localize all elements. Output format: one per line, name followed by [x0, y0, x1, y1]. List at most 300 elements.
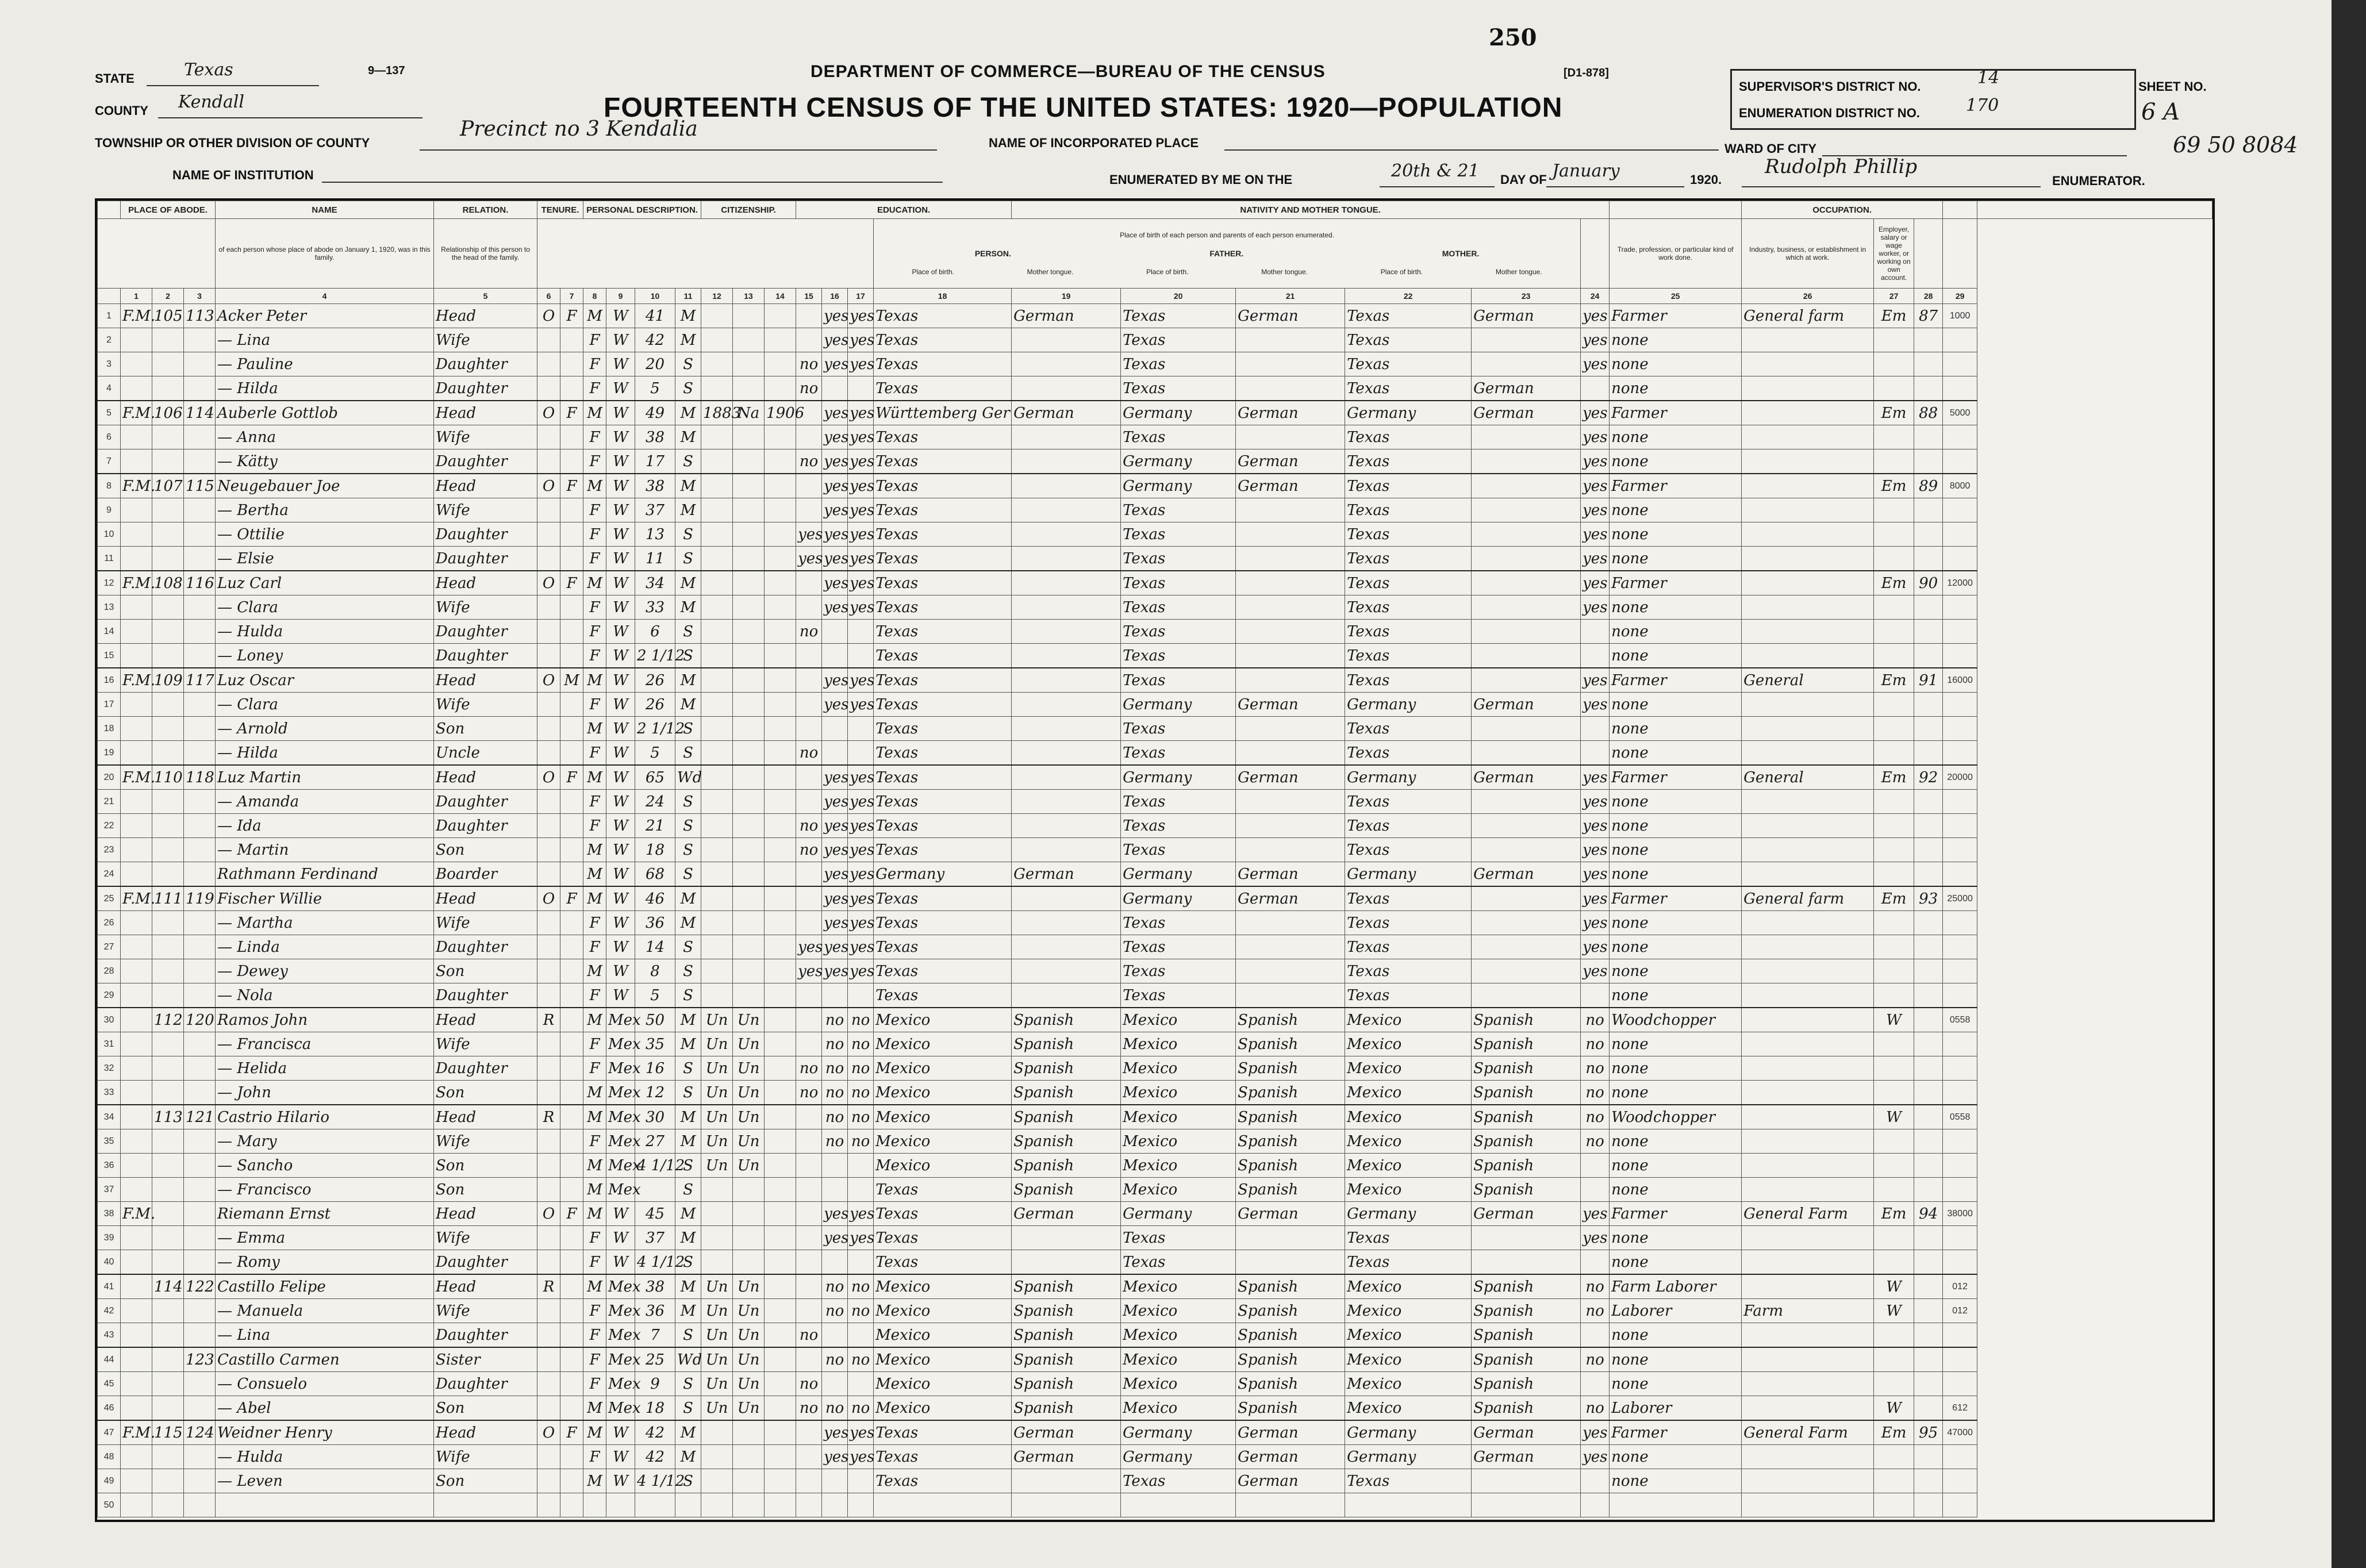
cell-d [152, 328, 184, 352]
cell-d [152, 547, 184, 571]
cell-mb: Germany [1345, 1445, 1472, 1469]
supervisor-value: 14 [1977, 68, 2000, 88]
cell-fb: Texas [1121, 1226, 1236, 1250]
cell-d [152, 741, 184, 766]
cell-own [537, 693, 560, 717]
cell-yr [765, 1250, 796, 1275]
margin-value: 0558 [1943, 1008, 1977, 1032]
cell-nat: Un [733, 1154, 765, 1178]
cell-fb: Texas [1121, 571, 1236, 595]
cell-age: 41 [635, 304, 675, 328]
cell-sch: no [796, 838, 822, 862]
cell-mar: S [675, 1372, 701, 1396]
cell-mar: S [675, 1056, 701, 1081]
cell-nat [733, 935, 765, 959]
cell-ft: Spanish [1236, 1008, 1345, 1032]
cell-d [152, 790, 184, 814]
cell-mar: S [675, 1178, 701, 1202]
col-group-nativity: NATIVITY AND MOTHER TONGUE. [1012, 201, 1610, 219]
cell-ind [1742, 1493, 1874, 1517]
cell-fb: Texas [1121, 959, 1236, 983]
cell-rel: Head [434, 1202, 537, 1226]
cell-ind [1742, 838, 1874, 862]
cell-bp: Texas [874, 790, 1012, 814]
cell-mar: M [675, 911, 701, 935]
cell-a [121, 862, 152, 887]
cell-fb: Mexico [1121, 1396, 1236, 1421]
cell-sex: F [583, 1250, 606, 1275]
cell-ind [1742, 571, 1874, 595]
cell-eng: yes [1581, 474, 1610, 498]
cell-age: 11 [635, 547, 675, 571]
cell-imm [701, 1493, 733, 1517]
cell-sex: M [583, 571, 606, 595]
cell-ind [1742, 328, 1874, 352]
cell-mf [560, 1396, 583, 1421]
cell-mtt: Spanish [1472, 1178, 1581, 1202]
cell-eng: yes [1581, 449, 1610, 474]
cell-fb [1121, 1493, 1236, 1517]
cell-nat: Un [733, 1056, 765, 1081]
cell-mt: Spanish [1012, 1105, 1121, 1129]
cell-eng: yes [1581, 522, 1610, 547]
cell-sex: F [583, 547, 606, 571]
cell-read: yes [822, 765, 848, 790]
cell-fb: Mexico [1121, 1129, 1236, 1154]
cell-yr [765, 474, 796, 498]
cell-mb: Mexico [1345, 1396, 1472, 1421]
cell-age: 13 [635, 522, 675, 547]
cell-age: 38 [635, 1274, 675, 1299]
enumerated-days: 20th & 21 [1391, 161, 1480, 181]
cell-read: no [822, 1274, 848, 1299]
cell-f [184, 328, 216, 352]
cell-race: Mex [606, 1178, 635, 1202]
cell-a [121, 376, 152, 401]
cell-write: yes [848, 522, 874, 547]
cell-fb: Mexico [1121, 1372, 1236, 1396]
cell-age: 20 [635, 352, 675, 376]
cell-mt [1012, 498, 1121, 522]
cell-f [184, 1372, 216, 1396]
line-number: 24 [98, 862, 121, 887]
cell-occ: none [1610, 838, 1742, 862]
cell-rel: Sister [434, 1347, 537, 1372]
cell-mtt [1472, 449, 1581, 474]
cell-eng [1581, 983, 1610, 1008]
line-number: 36 [98, 1154, 121, 1178]
cell-nat [733, 1250, 765, 1275]
cell-cls [1874, 498, 1914, 522]
cell-write [848, 717, 874, 741]
head-birth-father: Place of birth. [1146, 268, 1189, 276]
head-tongue-mother: Mother tongue. [1495, 268, 1542, 276]
cell-fb: Germany [1121, 401, 1236, 425]
cell-nat [733, 620, 765, 644]
cell-f: 113 [184, 304, 216, 328]
cell-own [537, 1081, 560, 1105]
cell-mt [1012, 644, 1121, 668]
cell-nat: Un [733, 1008, 765, 1032]
line-number: 20 [98, 765, 121, 790]
cell-yr [765, 644, 796, 668]
cell-write: yes [848, 498, 874, 522]
cell-write: yes [848, 790, 874, 814]
cell-mt [1012, 886, 1121, 911]
cell-farm [1914, 1178, 1943, 1202]
cell-mt: Spanish [1012, 1008, 1121, 1032]
margin-value: 20000 [1943, 765, 1977, 790]
cell-sex: M [583, 1202, 606, 1226]
cell-read: yes [822, 838, 848, 862]
cell-race: W [606, 474, 635, 498]
cell-ft: German [1236, 1469, 1345, 1493]
cell-age: 38 [635, 425, 675, 449]
cell-mtt [1472, 571, 1581, 595]
table-row [98, 547, 2213, 571]
cell-mar: M [675, 1445, 701, 1469]
cell-name: — Mary [216, 1129, 434, 1154]
cell-cls [1874, 1081, 1914, 1105]
cell-occ: none [1610, 620, 1742, 644]
cell-sex: F [583, 1226, 606, 1250]
cell-nat [733, 959, 765, 983]
cell-age: 35 [635, 1032, 675, 1056]
line-number: 30 [98, 1008, 121, 1032]
cell-mf [560, 1178, 583, 1202]
margin-value [1943, 790, 1977, 814]
cell-mb: Texas [1345, 571, 1472, 595]
cell-sch [796, 644, 822, 668]
cell-own [537, 1226, 560, 1250]
cell-nat: Un [733, 1299, 765, 1323]
margin-value: 47000 [1943, 1420, 1977, 1445]
cell-yr [765, 1420, 796, 1445]
cell-d: 114 [152, 1274, 184, 1299]
cell-d: 106 [152, 401, 184, 425]
cell-cls [1874, 1226, 1914, 1250]
cell-occ: none [1610, 790, 1742, 814]
cell-d [152, 644, 184, 668]
cell-mb: Mexico [1345, 1323, 1472, 1348]
cell-bp: Texas [874, 717, 1012, 741]
nativity-fieldheads [875, 268, 1578, 276]
cell-rel: Daughter [434, 1056, 537, 1081]
cell-farm: 89 [1914, 474, 1943, 498]
line-number: 3 [98, 352, 121, 376]
cell-d [152, 1129, 184, 1154]
cell-sch: no [796, 352, 822, 376]
head-tongue-father: Mother tongue. [1261, 268, 1308, 276]
cell-own [537, 644, 560, 668]
cell-nat [733, 328, 765, 352]
cell-occ: none [1610, 1250, 1742, 1275]
line-number: 7 [98, 449, 121, 474]
cell-mb: Mexico [1345, 1299, 1472, 1323]
cell-name: — Pauline [216, 352, 434, 376]
cell-a [121, 814, 152, 838]
margin-value [1943, 1372, 1977, 1396]
cell-fb: Texas [1121, 983, 1236, 1008]
cell-d [152, 1323, 184, 1348]
cell-yr [765, 1081, 796, 1105]
cell-ft: Spanish [1236, 1347, 1345, 1372]
col-group-abode: PLACE OF ABODE. [121, 201, 216, 219]
cell-nat [733, 449, 765, 474]
cell-bp: Texas [874, 449, 1012, 474]
cell-mar: M [675, 1008, 701, 1032]
cell-farm [1914, 1129, 1943, 1154]
cell-mtt [1472, 838, 1581, 862]
cell-own: O [537, 401, 560, 425]
cell-bp: Texas [874, 886, 1012, 911]
cell-mtt [1472, 547, 1581, 571]
margin-value: 1000 [1943, 304, 1977, 328]
cell-fb: Texas [1121, 935, 1236, 959]
cell-farm [1914, 911, 1943, 935]
cell-mtt [1472, 620, 1581, 644]
cell-a [121, 693, 152, 717]
cell-occ: none [1610, 983, 1742, 1008]
table-row [98, 1154, 2213, 1178]
cell-cls [1874, 790, 1914, 814]
cell-ind [1742, 717, 1874, 741]
cell-mt [1012, 959, 1121, 983]
cell-read [822, 1178, 848, 1202]
cell-cls: Em [1874, 886, 1914, 911]
cell-age: 45 [635, 1202, 675, 1226]
cell-eng: yes [1581, 328, 1610, 352]
cell-mar: S [675, 547, 701, 571]
cell-name: — Linda [216, 935, 434, 959]
cell-cls [1874, 1323, 1914, 1348]
cell-race: W [606, 376, 635, 401]
cell-a: F.M. [121, 571, 152, 595]
cell-name: Acker Peter [216, 304, 434, 328]
cell-mf [560, 983, 583, 1008]
cell-occ: none [1610, 1323, 1742, 1348]
cell-mt [1012, 620, 1121, 644]
cell-read: yes [822, 498, 848, 522]
cell-yr [765, 571, 796, 595]
cell-read [822, 1493, 848, 1517]
cell-mtt [1472, 644, 1581, 668]
cell-race: W [606, 862, 635, 887]
line-number: 47 [98, 1420, 121, 1445]
cell-nat [733, 668, 765, 693]
cell-write: yes [848, 668, 874, 693]
cell-fb: Texas [1121, 741, 1236, 766]
cell-nat [733, 1420, 765, 1445]
cell-own [537, 376, 560, 401]
cell-mb: Texas [1345, 328, 1472, 352]
cell-cls [1874, 1154, 1914, 1178]
cell-race: Mex [606, 1154, 635, 1178]
cell-ind [1742, 1469, 1874, 1493]
cell-read: yes [822, 595, 848, 620]
cell-sex: M [583, 765, 606, 790]
table-row [98, 1274, 2213, 1299]
cell-own: O [537, 765, 560, 790]
cell-fb: Texas [1121, 328, 1236, 352]
day-of-label: DAY OF [1500, 172, 1547, 187]
cell-fb: Mexico [1121, 1178, 1236, 1202]
cell-yr [765, 838, 796, 862]
cell-own: R [537, 1274, 560, 1299]
cell-name: — Lina [216, 1323, 434, 1348]
col-number-blank [98, 289, 121, 304]
col-group-education: EDUCATION. [796, 201, 1012, 219]
cell-mf: F [560, 474, 583, 498]
column-desc-row [98, 219, 2213, 289]
cell-sch: no [796, 1396, 822, 1421]
cell-name: — Francisco [216, 1178, 434, 1202]
cell-d [152, 693, 184, 717]
cell-f [184, 1299, 216, 1323]
cell-ft: German [1236, 474, 1345, 498]
margin-value [1943, 595, 1977, 620]
cell-mtt: Spanish [1472, 1154, 1581, 1178]
cell-race: W [606, 838, 635, 862]
cell-rel: Daughter [434, 547, 537, 571]
cell-age: 42 [635, 328, 675, 352]
cell-own: R [537, 1008, 560, 1032]
cell-mar: M [675, 1226, 701, 1250]
cell-ft [1236, 644, 1345, 668]
cell-race: Mex [606, 1081, 635, 1105]
cell-cls [1874, 352, 1914, 376]
cell-race: W [606, 765, 635, 790]
table-row [98, 474, 2213, 498]
cell-a [121, 1154, 152, 1178]
cell-rel: Wife [434, 328, 537, 352]
cell-sex: F [583, 1323, 606, 1348]
margin-value [1943, 983, 1977, 1008]
cell-mt [1012, 376, 1121, 401]
cell-farm [1914, 717, 1943, 741]
cell-sch: yes [796, 935, 822, 959]
cell-sch: yes [796, 547, 822, 571]
cell-ind [1742, 1178, 1874, 1202]
cell-mtt: German [1472, 765, 1581, 790]
cell-ft [1236, 425, 1345, 449]
cell-ind [1742, 935, 1874, 959]
cell-f [184, 1445, 216, 1469]
cell-a [121, 1056, 152, 1081]
cell-f [184, 814, 216, 838]
cell-imm [701, 668, 733, 693]
table-row [98, 814, 2213, 838]
cell-farm [1914, 1299, 1943, 1323]
cell-occ [1610, 1493, 1742, 1517]
cell-occ: none [1610, 1445, 1742, 1469]
cell-d [152, 1372, 184, 1396]
cell-a [121, 595, 152, 620]
cell-mtt: Spanish [1472, 1129, 1581, 1154]
line-number: 5 [98, 401, 121, 425]
cell-read [822, 983, 848, 1008]
cell-occ: none [1610, 1226, 1742, 1250]
table-row [98, 935, 2213, 959]
cell-bp: Texas [874, 911, 1012, 935]
cell-eng: no [1581, 1299, 1610, 1323]
cell-nat [733, 304, 765, 328]
cell-ft: German [1236, 693, 1345, 717]
cell-mf [560, 741, 583, 766]
district-box [1730, 69, 2136, 130]
cell-sex: F [583, 1347, 606, 1372]
month-line [1546, 186, 1684, 187]
cell-sex: M [583, 401, 606, 425]
line-number: 43 [98, 1323, 121, 1348]
place-label: NAME OF INCORPORATED PLACE [989, 136, 1199, 150]
cell-sch [796, 886, 822, 911]
cell-farm [1914, 741, 1943, 766]
col-number-9: 9 [606, 289, 635, 304]
cell-f: 115 [184, 474, 216, 498]
desc-nativity [874, 219, 1581, 289]
cell-mar: M [675, 425, 701, 449]
cell-bp: Texas [874, 328, 1012, 352]
cell-yr [765, 1396, 796, 1421]
cell-ind [1742, 644, 1874, 668]
cell-d: 115 [152, 1420, 184, 1445]
cell-yr [765, 814, 796, 838]
cell-occ: none [1610, 644, 1742, 668]
cell-mar: S [675, 790, 701, 814]
cell-race: W [606, 1250, 635, 1275]
margin-value [1943, 1081, 1977, 1105]
cell-fb: Mexico [1121, 1032, 1236, 1056]
page-stamp: 250 [1489, 24, 1537, 51]
cell-mb: Texas [1345, 1469, 1472, 1493]
cell-sex: M [583, 304, 606, 328]
cell-own [537, 717, 560, 741]
cell-ft: Spanish [1236, 1396, 1345, 1421]
margin-value: 5000 [1943, 401, 1977, 425]
cell-mt: Spanish [1012, 1032, 1121, 1056]
cell-mt [1012, 838, 1121, 862]
cell-age: 5 [635, 376, 675, 401]
cell-mb: Mexico [1345, 1081, 1472, 1105]
cell-cls: W [1874, 1396, 1914, 1421]
cell-d [152, 838, 184, 862]
enumerator-value: Rudolph Phillip [1765, 155, 1918, 178]
cell-occ: Woodchopper [1610, 1008, 1742, 1032]
cell-mar: S [675, 1323, 701, 1348]
cell-mf: F [560, 1420, 583, 1445]
cell-eng: yes [1581, 862, 1610, 887]
cell-cls [1874, 1493, 1914, 1517]
cell-sch [796, 1008, 822, 1032]
cell-cls: Em [1874, 571, 1914, 595]
cell-mtt [1472, 911, 1581, 935]
cell-ft: Spanish [1236, 1178, 1345, 1202]
line-number: 14 [98, 620, 121, 644]
cell-nat: Un [733, 1129, 765, 1154]
cell-bp: Texas [874, 644, 1012, 668]
cell-own [537, 620, 560, 644]
cell-eng: yes [1581, 571, 1610, 595]
township-label: TOWNSHIP OR OTHER DIVISION OF COUNTY [95, 136, 370, 150]
cell-farm: 88 [1914, 401, 1943, 425]
cell-nat: Un [733, 1032, 765, 1056]
cell-race: W [606, 983, 635, 1008]
cell-sex [583, 1493, 606, 1517]
cell-mf [560, 717, 583, 741]
cell-eng [1581, 1154, 1610, 1178]
cell-mar: S [675, 620, 701, 644]
